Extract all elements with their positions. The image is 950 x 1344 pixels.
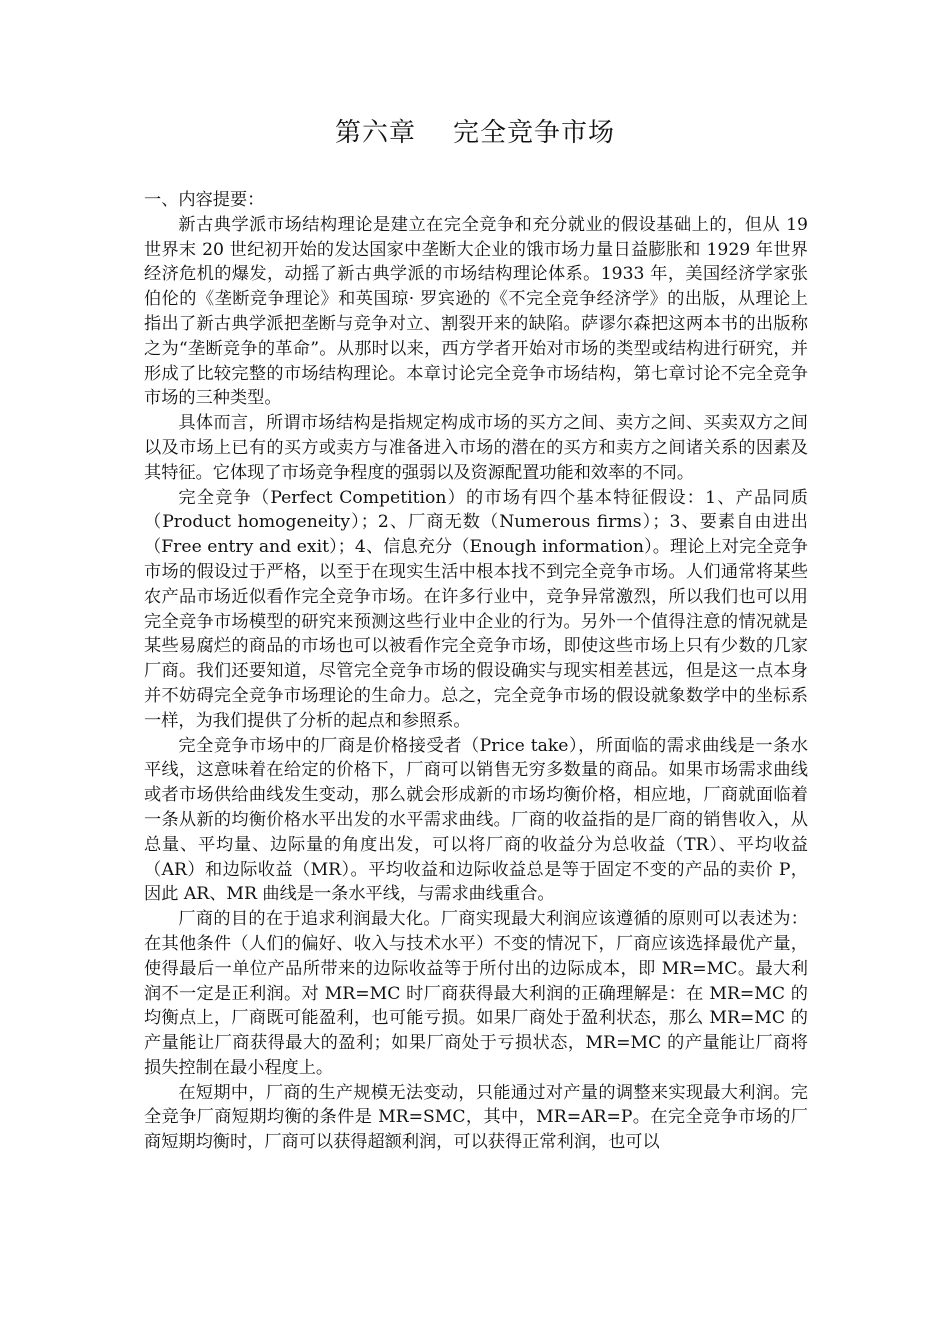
- paragraph-price-taker: 完全竞争市场中的厂商是价格接受者（Price take），所面临的需求曲线是一条水平线，这意味着在给定的价格下，厂商可以销售无穷多数量的商品。如果市场需求曲线或者市场供给曲线发生变动，那么就会形成新的市场均衡价格，相应地，厂商就面临着一条从新的均衡价格水平出发的水平需求曲线。厂商的收益指的是厂商的销售收入，从总量、平均量、边际量的角度出发，可以将厂商的收益分为总收益（TR）、平均收益（AR）和边际收益（MR）。平均收益和边际收益总是等于固定不变的产品的卖价 P，因此 AR、MR 曲线是一条水平线，与需求曲线重合。: [144, 735, 808, 905]
- document-body: [144, 188, 808, 1155]
- paragraph-short-run-equilibrium: 在短期中，厂商的生产规模无法变动，只能通过对产量的调整来实现最大利润。完全竞争厂商短期均衡的条件是 MR=SMC，其中，MR=AR=P。在完全竞争市场的厂商短期均衡时，厂商可以获得超额利润，可以获得正常利润，也可以: [144, 1082, 808, 1153]
- paragraph-perfect-competition-assumptions: 完全竞争（Perfect Competition）的市场有四个基本特征假设：1、产品同质（Product homogeneity）；2、厂商无数（Numerous firms）；3、要素自由进出（Free entry and exit）；4、信息充分（Enough information）。理论上对完全竞争市场的假设过于严格，以至于在现实生活中根本找不到完全竞争市场。人们通常将某些农产品市场近似看作完全竞争市场。在许多行业中，竞争异常激烈，所以我们也可以用完全竞争市场模型的研究来预测这些行业中企业的行为。另外一个值得注意的情况就是某些易腐烂的商品的市场也可以被看作完全竞争市场，即使这些市场上只有少数的几家厂商。我们还要知道，尽管完全竞争市场的假设确实与现实相差甚远，但是这一点本身并不妨碍完全竞争市场理论的生命力。总之，完全竞争市场的假设就象数学中的坐标系一样，为我们提供了分析的起点和参照系。: [144, 487, 808, 731]
- section-heading: 一、内容提要：: [144, 190, 265, 210]
- paragraph-market-structure-history: 新古典学派市场结构理论是建立在完全竞争和充分就业的假设基础上的，但从 19 世界末 20 世纪初开始的发达国家中垄断大企业的饿市场力量日益膨胀和 1929 年世界经济危机的爆发，动摇了新古典学派的市场结构理论体系。1933 年，美国经济学家张伯伦的《垄断竞争理论》和英国琼· 罗宾逊的《不完全竞争经济学》的出版，从理论上指出了新古典学派把垄断与竞争对立、割裂开来的缺陷。萨谬尔森把这两本书的出版称之为“垄断竞争的革命”。从那时以来，西方学者开始对市场的类型或结构进行研究，并形成了比较完整的市场结构理论。本章讨论完全竞争市场结构，第七章讨论不完全竞争市场的三种类型。: [144, 214, 808, 409]
- chapter-title: 第六章 完全竞争市场: [334, 118, 616, 148]
- paragraph-profit-maximization: 厂商的目的在于追求利润最大化。厂商实现最大利润应该遵循的原则可以表述为：在其他条件（人们的偏好、收入与技术水平）不变的情况下，厂商应该选择最优产量，使得最后一单位产品所带来的边际收益等于所付出的边际成本，即 MR=MC。最大利润不一定是正利润。对 MR=MC 时厂商获得最大利润的正确理解是：在 MR=MC 的均衡点上，厂商既可能盈利，也可能亏损。如果厂商处于盈利状态，那么 MR=MC 的产量能让厂商获得最大的盈利；如果厂商处于亏损状态，MR=MC 的产量能让厂商将损失控制在最小程度上。: [144, 909, 808, 1078]
- paragraph-market-structure-definition: 具体而言，所谓市场结构是指规定构成市场的买方之间、卖方之间、买卖双方之间以及市场上已有的买方或卖方与准备进入市场的潜在的买方和卖方之间诸关系的因素及其特征。它体现了市场竞争程度的强弱以及资源配置功能和效率的不同。: [144, 413, 808, 483]
